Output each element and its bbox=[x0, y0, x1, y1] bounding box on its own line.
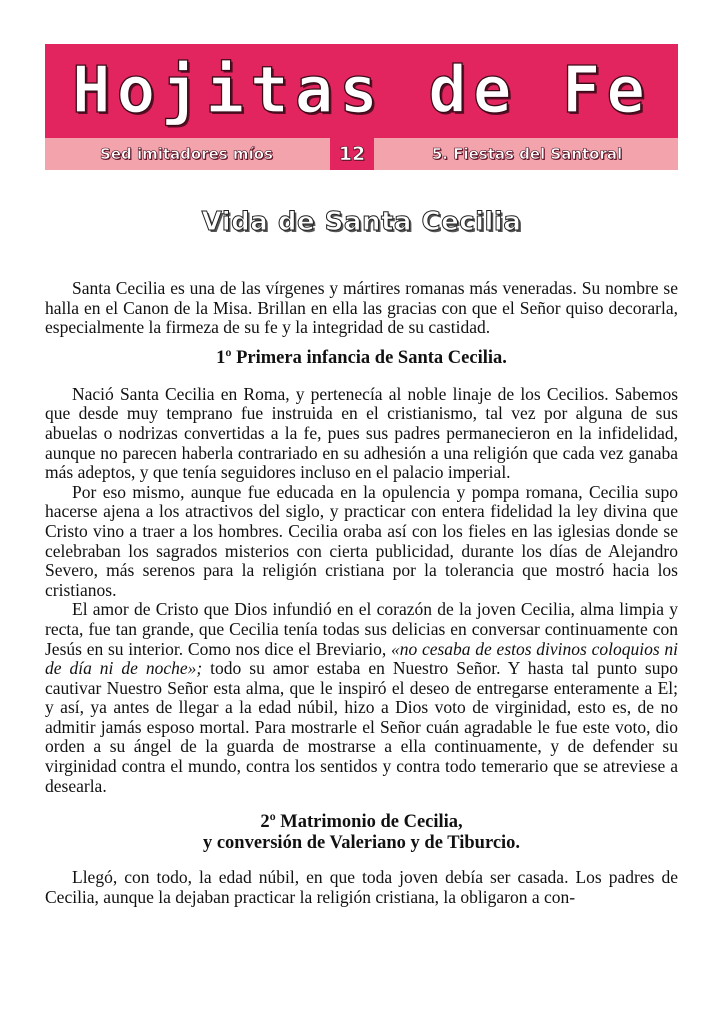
section-2-heading-line-1: 2º Matrimonio de Cecilia, bbox=[260, 812, 463, 833]
series-name: 5. Fiestas del Santoral bbox=[431, 145, 623, 163]
publication-title: Hojitas de Fe bbox=[72, 54, 651, 128]
section-1-paragraph-2: Por eso mismo, aunque fue educada en la opulencia y pompa romana, Cecilia supo hacerse ajena a los atractivos del siglo, y practicar con entera fidelidad la ley divina que Cristo vino a traer a los hombres. Cecilia oraba así con los fieles en las iglesias donde se celebraban los sagrados misterios con cierta publicidad, durante los días de Alejandro Severo, más serenos para la religión cristiana por la tolerancia que mostró hacia los cristianos. bbox=[45, 481, 678, 600]
paragraph-3-text-end: todo su amor estaba en Nuestro Señor. Y hasta tal punto supo cautivar Nuestro Señor esta alma, que le inspiró el deseo de entregarse enteramente a El; y así, ya antes de llegar a la edad núbil, hizo a Dios voto de virginidad, esto es, de no admitir jamás esposo mortal. Para mostrarle el Señor cuán agradable le fue este voto, dio orden a su ángel de la guarda de mostrarse a ella continuamente, y de defender su virginidad contra el mundo, contra los sentidos y contra todo temerario que se atreviese a desearla. bbox=[45, 658, 678, 796]
section-1-paragraph-3 bbox=[45, 600, 678, 796]
intro-paragraph: Santa Cecilia es una de las vírgenes y mártires romanas más veneradas. Su nombre se halla en el Canon de la Misa. Brillan en ella las gracias con que el Señor quiso decorarla, especialmente la firmeza de su fe y la integridad de su castidad. bbox=[45, 278, 678, 338]
header-subbar bbox=[45, 138, 678, 170]
paragraph-3-text-start: El amor de Cristo que Dios infundió en el corazón de la joven Cecilia, alma limpia y recta, fue tan grande, que Cecilia tenía todas sus delicias en conversar continuamente con Jesús en su interior. Como nos dice el Breviario, bbox=[45, 599, 678, 659]
section-2-paragraph-1: Llegó, con todo, la edad núbil, en que toda joven debía ser casada. Los padres de Cecilia, aunque la dejaban practicar la religión cristiana, la obligaron a con- bbox=[45, 867, 678, 907]
motto: Sed imitadores míos bbox=[100, 145, 273, 163]
article-title: Vida de Santa Cecilia bbox=[201, 207, 522, 237]
issue-number: 12 bbox=[330, 138, 374, 170]
header-banner bbox=[45, 44, 678, 138]
breviary-quote: «no cesaba de estos divinos coloquios ni de día ni de noche»; bbox=[45, 638, 679, 679]
section-1-heading: 1º Primera infancia de Santa Cecilia. bbox=[216, 347, 507, 368]
section-2-heading bbox=[45, 812, 678, 854]
section-1-paragraph-1: Nació Santa Cecilia en Roma, y pertenecía al noble linaje de los Cecilios. Sabemos que desde muy temprano fue instruida en el cristianismo, tal vez por alguna de sus abuelas o nodrizas convertidas a la fe, pues sus padres permanecieron en la infidelidad, aunque no parecen haberla contrariado en su adhesión a una religión que cada vez ganaba más adeptos, y que tenía seguidores incluso en el palacio imperial. bbox=[45, 383, 678, 483]
section-2-heading-line-2: y conversión de Valeriano y de Tiburcio. bbox=[202, 833, 521, 854]
article-body bbox=[45, 279, 678, 907]
